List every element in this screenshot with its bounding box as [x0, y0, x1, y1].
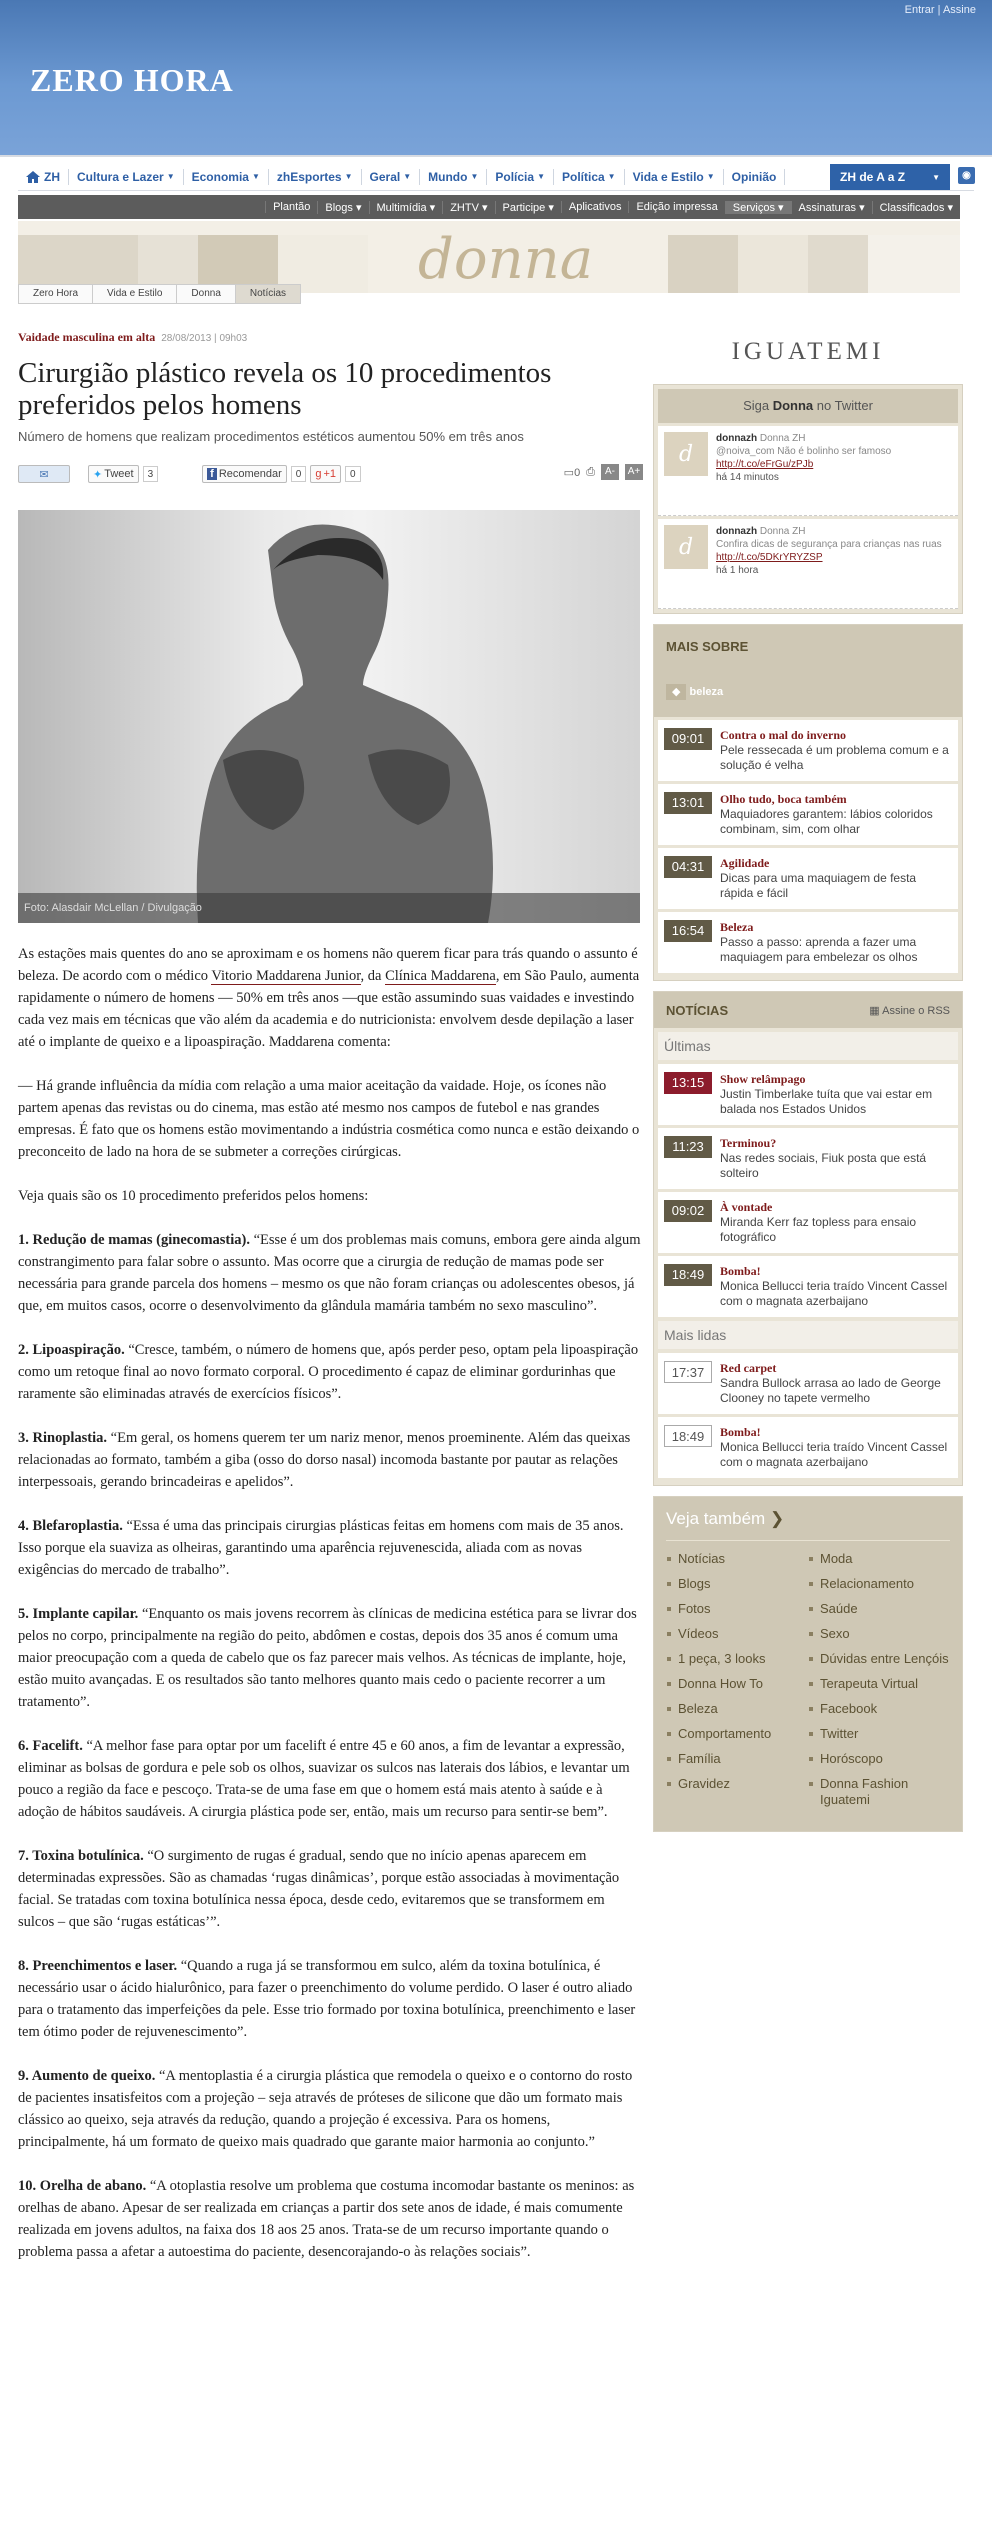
tweet-button[interactable]: ✦ Tweet	[88, 465, 139, 483]
news-title[interactable]: Bomba!	[720, 1425, 761, 1439]
gplus-button[interactable]: g +1	[310, 465, 341, 483]
news-item[interactable]	[658, 1353, 958, 1414]
chevron-down-icon: ▼	[344, 171, 353, 181]
veja-tambem-link[interactable]: Dúvidas entre Lençóis	[808, 1651, 950, 1667]
gplus-icon: g	[315, 468, 322, 480]
chevron-right-icon: ❯	[769, 1509, 785, 1528]
rss-link[interactable]: ▦ Assine o RSS	[869, 1004, 950, 1017]
tag-icon: ◆	[666, 684, 686, 700]
news-text: Pele ressecada é um problema comum e a solução é velha	[720, 743, 949, 772]
veja-tambem-link[interactable]: Fotos	[666, 1601, 808, 1617]
tweet-user[interactable]: donnazh	[716, 433, 758, 444]
news-time: 09:01	[664, 728, 712, 750]
photo-credit: Foto: Alasdair McLellan / Divulgação	[18, 893, 640, 923]
veja-tambem-link[interactable]: Relacionamento	[808, 1576, 950, 1592]
subnav-item[interactable]: Plantão	[265, 201, 317, 213]
veja-tambem-box	[653, 1496, 963, 1832]
chevron-down-icon: ▼	[706, 171, 715, 181]
font-increase-button[interactable]: A+	[625, 464, 643, 480]
email-button[interactable]	[18, 465, 70, 483]
nav-item[interactable]: Economia ▼	[184, 169, 269, 185]
breadcrumb-item[interactable]: Donna	[177, 285, 235, 303]
nav-item[interactable]: Geral ▼	[362, 169, 421, 185]
tweet	[658, 426, 958, 516]
veja-tambem-link[interactable]: Família	[666, 1751, 808, 1767]
news-time: 18:49	[664, 1264, 712, 1286]
subnav-item[interactable]: Aplicativos	[561, 201, 629, 213]
article-paragraph: 4. Blefaroplastia. “Essa é uma das principais cirurgias plásticas feitas em homens com mais de 35 anos. Isso porque ela suaviza as olheiras, garantindo uma aparência rejuvenescida, aliada com as novas exigências do mercado de trabalho”.	[18, 1518, 624, 1578]
home-icon	[26, 171, 40, 183]
nav-item[interactable]: Mundo ▼	[420, 169, 487, 185]
article-body	[18, 943, 643, 2263]
news-item[interactable]	[658, 848, 958, 909]
share-bar	[18, 464, 643, 484]
chevron-down-icon: ▼	[607, 171, 616, 181]
veja-tambem-link[interactable]: Beleza	[666, 1701, 808, 1717]
news-title[interactable]: Contra o mal do inverno	[720, 728, 846, 742]
ultimas-label: Últimas	[658, 1032, 958, 1060]
veja-tambem-link[interactable]: Donna Fashion Iguatemi	[808, 1776, 950, 1808]
chevron-down-icon: ▼	[403, 171, 412, 181]
article-kicker: Vaidade masculina em alta 28/08/2013 | 09h03	[18, 330, 248, 344]
envelope-icon: ✉	[39, 468, 49, 481]
news-item[interactable]	[658, 1256, 958, 1317]
rss-icon: ▦	[869, 1004, 880, 1017]
veja-tambem-link[interactable]: Blogs	[666, 1576, 808, 1592]
nav-home[interactable]: ZH	[18, 169, 69, 185]
facebook-icon: f	[207, 468, 217, 480]
nav-item[interactable]: Vida e Estilo ▼	[625, 169, 724, 185]
veja-tambem-link[interactable]: Vídeos	[666, 1626, 808, 1642]
nav-item[interactable]: zhEsportes ▼	[269, 169, 362, 185]
procedure-title: 5. Implante capilar.	[18, 1606, 139, 1622]
tweet-name: Donna ZH	[759, 433, 806, 444]
mais-sobre-box	[653, 624, 963, 981]
subnav-item[interactable]: Blogs ▾	[317, 201, 368, 214]
avatar[interactable]: d	[664, 432, 708, 476]
procedure-title: 6. Facelift.	[18, 1738, 83, 1754]
sidebar	[653, 330, 963, 1842]
article-paragraph: 6. Facelift. “A melhor fase para optar por um facelift é entre 45 e 60 anos, a fim de levantar a expressão, eliminar as bolsas de gordura e pele sob os olhos, suavizar os sulcos nas laterais dos lábios, e levantar um pouco a região da face e pescoço. Trata-se de uma fase em que o homem está mais atento à saúde e à adoção de hábitos saudáveis. A cirurgia plástica pode ser, então, mais um recurso para sentir-se bem”.	[18, 1738, 630, 1820]
news-text: Miranda Kerr faz topless para ensaio fotográfico	[720, 1215, 917, 1244]
news-item[interactable]	[658, 912, 958, 973]
article-subtitle: Número de homens que realizam procedimentos estéticos aumentou 50% em três anos	[18, 429, 524, 444]
news-item[interactable]	[658, 1192, 958, 1253]
news-text: Maquiadores garantem: lábios coloridos combinam, sim, com olhar	[720, 807, 933, 836]
subnav-item[interactable]: Classificados ▾	[872, 201, 960, 214]
subscribe-link[interactable]: Assine	[942, 4, 976, 16]
tweet-link[interactable]: http://t.co/5DKrYRYZSP	[716, 552, 823, 563]
article-tools	[564, 464, 643, 480]
subnav-item[interactable]: Edição impressa	[628, 201, 724, 213]
procedure-title: 3. Rinoplastia.	[18, 1430, 108, 1446]
facebook-count: 0	[291, 466, 307, 482]
news-title[interactable]: Beleza	[720, 920, 754, 934]
news-item[interactable]	[658, 1417, 958, 1478]
article-paragraph: 5. Implante capilar. “Enquanto os mais jovens recorrem às clínicas de medicina estética para se livrar dos pelos no corpo, principalmente na região do peito, abdômen e costas, depois dos 35 anos é comum uma maior preocupação com a queda de cabelo que os faz parecer mais velhos. As técnicas de implante, hoje, estão muito avançadas. E os resultados são tanto melhores quanto mais cedo o paciente recorrer a um tratamento”.	[18, 1606, 637, 1710]
news-title[interactable]: Terminou?	[720, 1136, 777, 1150]
subnav-item[interactable]: ZHTV ▾	[442, 201, 494, 214]
tweet	[658, 519, 958, 609]
doctor-link[interactable]: Vitorio Maddarena Junior	[211, 968, 361, 984]
veja-tambem-link[interactable]: Terapeuta Virtual	[808, 1676, 950, 1692]
twitter-icon: ✦	[93, 468, 103, 481]
breadcrumb-item[interactable]: Notícias	[236, 285, 300, 303]
procedure-title: 7. Toxina botulínica.	[18, 1848, 144, 1864]
subnav-item[interactable]: Serviços ▾	[725, 201, 791, 214]
nav-item[interactable]: Polícia ▼	[487, 169, 554, 185]
veja-tambem-link[interactable]: Saúde	[808, 1601, 950, 1617]
tweet-text: @noiva_com Não é bolinho ser famoso	[716, 446, 892, 457]
avatar[interactable]: d	[664, 525, 708, 569]
news-time: 11:23	[664, 1136, 712, 1158]
site-header	[0, 0, 992, 157]
news-item[interactable]	[658, 784, 958, 845]
tweet-time: há 1 hora	[716, 565, 759, 576]
news-text: Monica Bellucci teria traído Vincent Cassel com o magnata azerbaijano	[720, 1279, 948, 1308]
nav-item[interactable]: Cultura e Lazer ▼	[69, 169, 184, 185]
news-item[interactable]	[658, 1064, 958, 1125]
tweet-count: 3	[143, 466, 159, 482]
article-paragraph: Veja quais são os 10 procedimento preferidos pelos homens:	[18, 1188, 369, 1204]
veja-tambem-link[interactable]: Gravidez	[666, 1776, 808, 1792]
news-text: Nas redes sociais, Fiuk posta que está solteiro	[720, 1151, 927, 1180]
sub-nav	[18, 195, 960, 219]
print-icon[interactable]: ⎙	[586, 465, 595, 478]
news-time: 13:15	[664, 1072, 712, 1094]
procedure-title: 4. Blefaroplastia.	[18, 1518, 123, 1534]
rss-icon[interactable]: ◉	[958, 167, 975, 184]
veja-tambem-link[interactable]: Horóscopo	[808, 1751, 950, 1767]
az-dropdown[interactable]: ZH de A a Z ▼	[830, 164, 950, 190]
news-time: 16:54	[664, 920, 712, 942]
facebook-recommend-button[interactable]: f Recomendar	[202, 465, 287, 483]
article-paragraph: 8. Preenchimentos e laser. “Quando a ruga já se transformou em sulco, além da toxina botulínica, é necessário usar o ácido hialurônico, para fazer o preenchimento do volume perdido. O laser é outro aliado para o tratamento das imperfeições da pele. Esse trio formado por toxina botulínica, preenchimento e laser tem ótimo poder de rejuvenescimento”.	[18, 1958, 636, 2040]
article-paragraph: 2. Lipoaspiração. “Cresce, também, o número de homens que, após perder peso, optam pela lipoaspiração como um retoque final ao novo formato corporal. O procedimento é capaz de eliminar gordurinhas que raramente são eliminadas através de exercícios físicos”.	[18, 1342, 639, 1402]
tweet-link[interactable]: http://t.co/eFrGu/zPJb	[716, 459, 814, 470]
article-paragraph: 3. Rinoplastia. “Em geral, os homens querem ter um nariz menor, menos proeminente. Além das queixas relacionadas ao formato, também a giba (osso do dorso nasal) incomoda bastante por pautar as relações interpessoais, gerando brincadeiras e apelidos”.	[18, 1430, 631, 1490]
veja-tambem-link[interactable]: Twitter	[808, 1726, 950, 1742]
subnav-item[interactable]: Assinaturas ▾	[791, 201, 872, 214]
twitter-heading: Siga Donna no Twitter	[658, 389, 958, 423]
news-time: 04:31	[664, 856, 712, 878]
article-title: Cirurgião plástico revela os 10 procedimentos preferidos pelos homens	[18, 357, 552, 421]
procedure-title: 1. Redução de mamas (ginecomastia).	[18, 1232, 250, 1248]
article-photo	[18, 510, 640, 923]
news-item[interactable]	[658, 1128, 958, 1189]
twitter-widget	[653, 384, 963, 614]
news-text: Justin Timberlake tuíta que vai estar em balada nos Estados Unidos	[720, 1087, 933, 1116]
procedure-title: 2. Lipoaspiração.	[18, 1342, 125, 1358]
noticias-box	[653, 991, 963, 1486]
news-time: 17:37	[664, 1361, 712, 1383]
font-decrease-button[interactable]: A-	[601, 464, 619, 480]
login-link[interactable]: Entrar	[904, 4, 935, 16]
photo-figure	[18, 510, 640, 923]
news-item[interactable]	[658, 720, 958, 781]
tweet-name: Donna ZH	[759, 526, 806, 537]
noticias-heading: NOTÍCIAS ▦ Assine o RSS	[654, 992, 962, 1028]
tweet-text: Confira dicas de segurança para crianças nas ruas	[716, 539, 942, 550]
chevron-down-icon: ▼	[166, 171, 175, 181]
veja-tambem-link[interactable]: Notícias	[666, 1551, 808, 1567]
news-text: Monica Bellucci teria traído Vincent Cassel com o magnata azerbaijano	[720, 1440, 948, 1469]
news-title[interactable]: Show relâmpago	[720, 1072, 806, 1086]
article-paragraph: — Há grande influência da mídia com relação a uma maior aceitação da vaidade. Hoje, os ícones não partem apenas das revistas ou do cinema, mas estão até mesmo nos campos de futebol e nas grandes empresas. É fato que os homens estão movimentando a indústria cosmética como nunca e estão deixando o preconceito de lado na hora de se submeter a correções cirúrgicas.	[18, 1078, 640, 1160]
article	[18, 330, 643, 2285]
subnav-item[interactable]: Participe ▾	[495, 201, 561, 214]
top-links: Entrar | Assine	[904, 4, 976, 16]
procedure-title: 8. Preenchimentos e laser.	[18, 1958, 178, 1974]
news-title[interactable]: Bomba!	[720, 1264, 761, 1278]
news-title[interactable]: Agilidade	[720, 856, 770, 870]
breadcrumb-item[interactable]: Vida e Estilo	[93, 285, 177, 303]
news-time: 18:49	[664, 1425, 712, 1447]
gplus-count: 0	[345, 466, 361, 482]
article-paragraph: 10. Orelha de abano. “A otoplastia resolve um problema que costuma incomodar bastante os meninos: as orelhas de abano. Apesar de ser realizada em crianças a partir dos sete anos de idade, é mais comumente realizada em jovens adultos, na faixa dos 18 aos 25 anos. Trata-se de um recurso importante quando o problema passa a afetar a autoestima do paciente, desencorajando-o às relações sociais”.	[18, 2178, 635, 2260]
donna-banner	[18, 221, 960, 293]
tag-beleza[interactable]: ◆ beleza	[654, 669, 962, 717]
news-text: Passo a passo: aprenda a fazer uma maquiagem para embelezar os olhos	[720, 935, 918, 964]
chevron-down-icon: ▼	[932, 172, 940, 182]
veja-tambem-link[interactable]: Facebook	[808, 1701, 950, 1717]
mais-sobre-heading: MAIS SOBRE	[654, 625, 962, 669]
donna-logo[interactable]: donna	[418, 227, 594, 292]
veja-tambem-link[interactable]: 1 peça, 3 looks	[666, 1651, 808, 1667]
veja-tambem-link[interactable]: Donna How To	[666, 1676, 808, 1692]
site-logo[interactable]: ZERO HORA	[30, 62, 234, 98]
news-time: 13:01	[664, 792, 712, 814]
nav-item[interactable]: Política ▼	[554, 169, 625, 185]
news-title[interactable]: Olho tudo, boca também	[720, 792, 847, 806]
article-paragraph: 7. Toxina botulínica. “O surgimento de rugas é gradual, sendo que no início apenas aparecem em determinadas expressões. São as chamadas ‘rugas dinâmicas’, porque estão associadas à movimentação facial. Se tratadas com toxina botulínica nessa época, desde cedo, evitaremos que se transformem em sulcos – que são ‘rugas estáticas’”.	[18, 1848, 620, 1930]
article-paragraph: 1. Redução de mamas (ginecomastia). “Esse é um dos problemas mais comuns, embora gere ainda algum constrangimento para falar sobre o assunto. Mas ocorre que a cirurgia de redução de mamas pode ser necessária para grande parcela dos homens – mesmo os que não foram crianças ou adolescentes obesos, já que, em muitos casos, ocorre o desenvolvimento da glândula mamária também no sexo masculino”.	[18, 1232, 641, 1314]
news-title[interactable]: À vontade	[720, 1200, 773, 1214]
veja-tambem-link[interactable]: Comportamento	[666, 1726, 808, 1742]
article-paragraph: 9. Aumento de queixo. “A mentoplastia é a cirurgia plástica que remodela o queixo e o contorno do rosto de pacientes insatisfeitos com a projeção – seja através de próteses de silicone que dão um formato mais clássico ao queixo, seja através da redução, quando a projeção é excessiva. Para os homens, principalmente, há um formato de queixo mais quadrado que garante maior harmonia ao conjunto.”	[18, 2068, 633, 2150]
news-text: Dicas para uma maquiagem de festa rápida e fácil	[720, 871, 917, 900]
veja-tambem-link[interactable]: Moda	[808, 1551, 950, 1567]
article-date: 28/08/2013 | 09h03	[161, 333, 248, 344]
tweet-user[interactable]: donnazh	[716, 526, 758, 537]
tweet-time: há 14 minutos	[716, 472, 779, 483]
nav-item[interactable]: Opinião	[724, 169, 786, 185]
article-paragraph: As estações mais quentes do ano se aproximam e os homens não querem ficar para trás quando o assunto é beleza. De acordo com o médico Vitorio Maddarena Junior, da Clínica Maddarena, em São Paulo, aumenta rapidamente o número de homens — 50% em três anos —que estão assumindo suas vaidades e investindo cada vez mais em técnicas que vão além da academia e do nutricionista: envolvem desde depilação a laser até o implante de queixo e a lipoaspiração. Maddarena comenta:	[18, 946, 640, 1050]
chevron-down-icon: ▼	[537, 171, 545, 181]
clinic-link[interactable]: Clínica Maddarena	[385, 968, 496, 984]
iguatemi-ad[interactable]: IGUATEMI	[731, 338, 885, 365]
veja-tambem-link[interactable]: Sexo	[808, 1626, 950, 1642]
news-title[interactable]: Red carpet	[720, 1361, 777, 1375]
main-nav	[18, 163, 974, 191]
mais-lidas-label: Mais lidas	[658, 1321, 958, 1349]
comments-icon[interactable]: ▭0	[563, 466, 581, 479]
veja-tambem-heading: Veja também ❯	[666, 1497, 950, 1541]
breadcrumb	[18, 284, 301, 304]
news-text: Sandra Bullock arrasa ao lado de George Clooney no tapete vermelho	[720, 1376, 941, 1405]
procedure-title: 10. Orelha de abano.	[18, 2178, 147, 2194]
chevron-down-icon: ▼	[251, 171, 260, 181]
subnav-item[interactable]: Multimídia ▾	[369, 201, 443, 214]
breadcrumb-item[interactable]: Zero Hora	[19, 285, 93, 303]
procedure-title: 9. Aumento de queixo.	[18, 2068, 156, 2084]
news-time: 09:02	[664, 1200, 712, 1222]
chevron-down-icon: ▼	[470, 171, 479, 181]
